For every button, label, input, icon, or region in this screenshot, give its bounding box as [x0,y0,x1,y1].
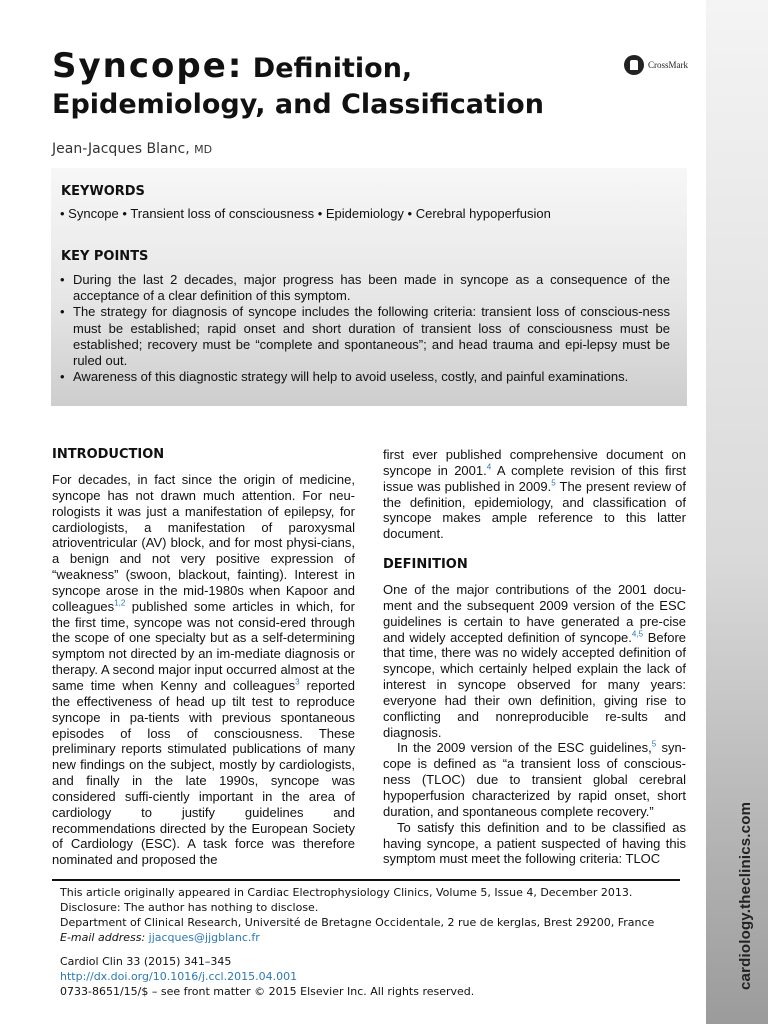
definition-paragraph: In the 2009 version of the ESC guidelines,$^5$ syn-cope is defined as “a transient loss of conscious-ness (TLOC) due to transient global cerebral hypoperfusion characterized by rapid onset, short duration, and spontaneous complete recovery.” [383,740,687,819]
citation-ref[interactable]: 1,2 [114,598,126,608]
introduction-body [52,472,355,868]
keywords-list: • Syncope • Transient loss of consciousness • Epidemiology • Cerebral hypoperfusion [60,206,551,221]
footnote-email-line [60,931,260,944]
journal-citation: Cardiol Clin 33 (2015) 341–345 [60,955,232,968]
key-point-item: • During the last 2 decades, major progress has been made in syncope as a consequence of the acceptance of a clear definition of this symptom. [60,272,670,304]
footnote-divider [52,879,680,881]
crossmark-icon [624,55,644,75]
keyword-item: Syncope [68,206,119,221]
keyword-item: Transient loss of consciousness [130,206,315,221]
citation-ref[interactable]: 4 [486,462,492,472]
email-link[interactable]: jjacques@jjgblanc.fr [148,931,260,944]
keyword-item: Cerebral hypoperfusion [415,206,551,221]
email-label: E-mail address: [60,931,146,944]
keywords-heading: KEYWORDS [61,184,145,199]
author-line [52,141,212,157]
keyword-item: Epidemiology [325,206,404,221]
citation-ref[interactable]: 4,5 [631,629,644,639]
introduction-heading: INTRODUCTION [52,447,165,462]
footnote-origin: This article originally appeared in Cardiac Electrophysiology Clinics, Volume 5, Issue 4, December 2013. [60,886,633,899]
title-first-word: Syncope: [52,46,244,86]
introduction-paragraph: For decades, in fact since the origin of medicine, syncope has not drawn much attention. For neu-rologists it was just a manifestation of epilepsy, for cardiologists, a manifestation of paroxysmal atrioventricular (AV) block, and for most physi-cians, a benign and not very positive expression of “weakness” (swoon, blackout, fainting). Interest in syncope arose in the mid-1980s when Kapoor and colleagues$^{1,2}$ published some articles in which, for the first time, syncope was not consid-ered through the scope of one specialty but as a self-determining symptom not directed by an im-mediate diagnosis or therapy. A second major input occurred almost at the same time when Kenny and colleagues$^3$ reported the effectiveness of head up tilt test to reproduce syncope in pa-tients with previous spontaneous episodes of loss of consciousness. These preliminary reports stimulated publications of many new findings on the subject, mostly by cardiologists, and finally in the late 1990s, syncope was considered suffi-ciently important in the area of cardiology to justify guidelines and recommendations directed by the European Society of Cardiology (ESC). A task force was therefore nominated and proposed the [52,472,355,868]
definition-paragraph: One of the major contributions of the 2001 docu-ment and the subsequent 2009 version of the ESC guidelines is certain to have generated a pre-cise and widely accepted definition of syncope.$^{4,5}$ Before that time, there was no widely accepted definition of syncope, which certainly helped explain the lack of interest in syncope observed for many years: everyone had their own definition, giving rise to conflicting and nonreproducible re-sults and diagnosis. [383,582,686,740]
title-rest-line1: Definition, [252,53,413,84]
title-line2: Epidemiology, and Classification [52,89,544,120]
copyright-line: 0733-8651/15/$ – see front matter © 2015 Elsevier Inc. All rights reserved. [60,985,475,998]
footnote-affiliation: Department of Clinical Research, Université de Bretagne Occidentale, 2 rue de kerglas, Brest 29200, France [60,916,655,929]
crossmark-badge[interactable] [624,55,688,75]
introduction-continued-paragraph: first ever published comprehensive document on syncope in 2001.$^4$ A complete revision of this first issue was published in 2009.$^5$ The present review of the definition, epidemiology, and classification of syncope makes ample reference to this latter document. [383,447,687,542]
citation-ref[interactable]: 3 [295,677,300,687]
introduction-continued [383,447,686,542]
key-points-heading: KEY POINTS [61,249,149,264]
doi-link[interactable]: http://dx.doi.org/10.1016/j.ccl.2015.04.001 [60,970,298,983]
journal-url: cardiology.theclinics.com [737,801,754,990]
author-name: Jean-Jacques Blanc, [52,141,190,157]
citation-ref[interactable]: 5 [651,740,657,750]
key-points-list [60,272,670,385]
article-title [52,48,612,123]
definition-paragraph: To satisfy this definition and to be classified as having syncope, a patient suspected of having this symptom must meet the following criteria: TLOC [383,819,686,867]
footnote-disclosure: Disclosure: The author has nothing to disclose. [60,901,319,914]
author-degree: MD [194,143,213,156]
crossmark-label: CrossMark [648,60,688,70]
key-point-item: • Awareness of this diagnostic strategy will help to avoid useless, costly, and painful examinations. [60,369,670,385]
definition-heading: DEFINITION [383,557,468,572]
key-point-item: • The strategy for diagnosis of syncope includes the following criteria: transient loss of conscious-ness must be established; rapid onset and short duration of transient loss of consciousness must be established; recovery must be “complete and spontaneous”; and head trauma and epi-lepsy must be ruled out. [60,304,670,369]
citation-ref[interactable]: 5 [551,478,556,488]
definition-body [383,582,686,867]
